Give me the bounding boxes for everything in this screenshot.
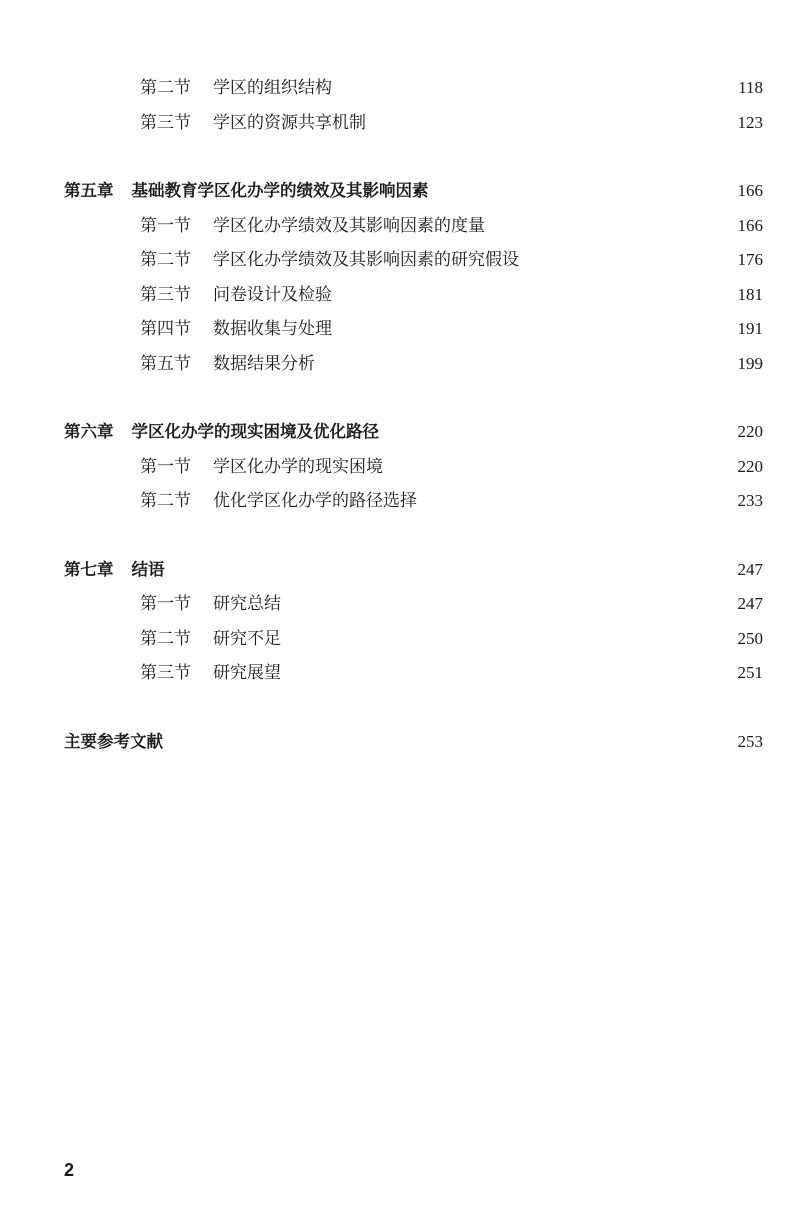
- page-number: 220: [737, 422, 763, 441]
- section-title: 数据结果分析: [213, 354, 315, 374]
- page-number: 166: [737, 216, 763, 235]
- entry-label: [140, 211, 485, 241]
- page-number: 220: [737, 457, 763, 476]
- entry-label: [140, 245, 519, 275]
- entry-label: [140, 73, 332, 103]
- section-title: 研究展望: [213, 663, 281, 683]
- entry-label: [140, 280, 332, 310]
- chapter-number: 第七章: [64, 560, 114, 579]
- section-number: 第三节: [140, 663, 191, 683]
- section-title: 研究不足: [213, 629, 281, 649]
- toc-entry-section: [0, 349, 790, 379]
- footer-page-number: 2: [64, 1160, 75, 1180]
- section-number: 第四节: [140, 319, 191, 339]
- section-number: 第二节: [140, 491, 191, 511]
- entry-label: [140, 589, 281, 619]
- toc-entry-section: [0, 658, 790, 688]
- page-number: 233: [737, 491, 763, 510]
- page-number: 199: [737, 354, 763, 373]
- section-number: 第一节: [140, 216, 191, 236]
- page-number: 251: [737, 663, 763, 682]
- toc-entry-section: [0, 73, 790, 103]
- section-title: 问卷设计及检验: [213, 285, 332, 305]
- section-title: 学区化办学绩效及其影响因素的度量: [213, 216, 485, 236]
- references-title: 主要参考文献: [64, 732, 163, 751]
- page-number: 118: [738, 78, 763, 97]
- section-title: 研究总结: [213, 594, 281, 614]
- section-number: 第二节: [140, 629, 191, 649]
- toc-entry-chapter: [0, 555, 790, 585]
- toc-entry-section: [0, 452, 790, 482]
- toc-entry-chapter: [0, 176, 790, 206]
- section-number: 第三节: [140, 285, 191, 305]
- entry-label: [140, 452, 383, 482]
- entry-label: [140, 624, 281, 654]
- chapter-title: 学区化办学的现实困境及优化路径: [131, 422, 379, 441]
- section-title: 数据收集与处理: [213, 319, 332, 339]
- page-number: 191: [737, 319, 763, 338]
- chapter-number: 第五章: [64, 181, 114, 200]
- page-number: 181: [737, 285, 763, 304]
- page-number: 123: [737, 113, 763, 132]
- section-number: 第二节: [140, 250, 191, 270]
- toc-entry-section: [0, 314, 790, 344]
- toc-entry-section: [0, 211, 790, 241]
- section-number: 第一节: [140, 594, 191, 614]
- section-title: 优化学区化办学的路径选择: [213, 491, 417, 511]
- toc-entry-references: [0, 727, 790, 757]
- chapter-title: 基础教育学区化办学的绩效及其影响因素: [131, 181, 429, 200]
- toc-entry-section: [0, 589, 790, 619]
- page-number: 247: [737, 594, 763, 613]
- entry-label: [140, 658, 281, 688]
- section-number: 第二节: [140, 78, 191, 98]
- toc-entry-section: [0, 486, 790, 516]
- page-number: 176: [737, 250, 763, 269]
- toc-entry-section: [0, 624, 790, 654]
- toc-entry-section: [0, 280, 790, 310]
- toc-entry-section: [0, 245, 790, 275]
- page-number: 166: [737, 181, 763, 200]
- page-number: 253: [737, 732, 763, 751]
- section-title: 学区的资源共享机制: [213, 113, 366, 133]
- section-title: 学区化办学的现实困境: [213, 457, 383, 477]
- entry-label: [140, 486, 417, 516]
- entry-label: [140, 108, 366, 138]
- page-number: 247: [737, 560, 763, 579]
- section-number: 第一节: [140, 457, 191, 477]
- entry-label: [140, 349, 315, 379]
- section-title: 学区化办学绩效及其影响因素的研究假设: [213, 250, 519, 270]
- chapter-title: 结语: [131, 560, 165, 579]
- entry-label: [64, 555, 165, 585]
- toc-entry-section: [0, 108, 790, 138]
- entry-label: [140, 314, 332, 344]
- entry-label: [64, 417, 379, 447]
- entry-label: [64, 176, 429, 206]
- section-title: 学区的组织结构: [213, 78, 332, 98]
- section-number: 第五节: [140, 354, 191, 374]
- toc-entry-chapter: [0, 417, 790, 447]
- section-number: 第三节: [140, 113, 191, 133]
- page-number: 250: [737, 629, 763, 648]
- chapter-number: 第六章: [64, 422, 114, 441]
